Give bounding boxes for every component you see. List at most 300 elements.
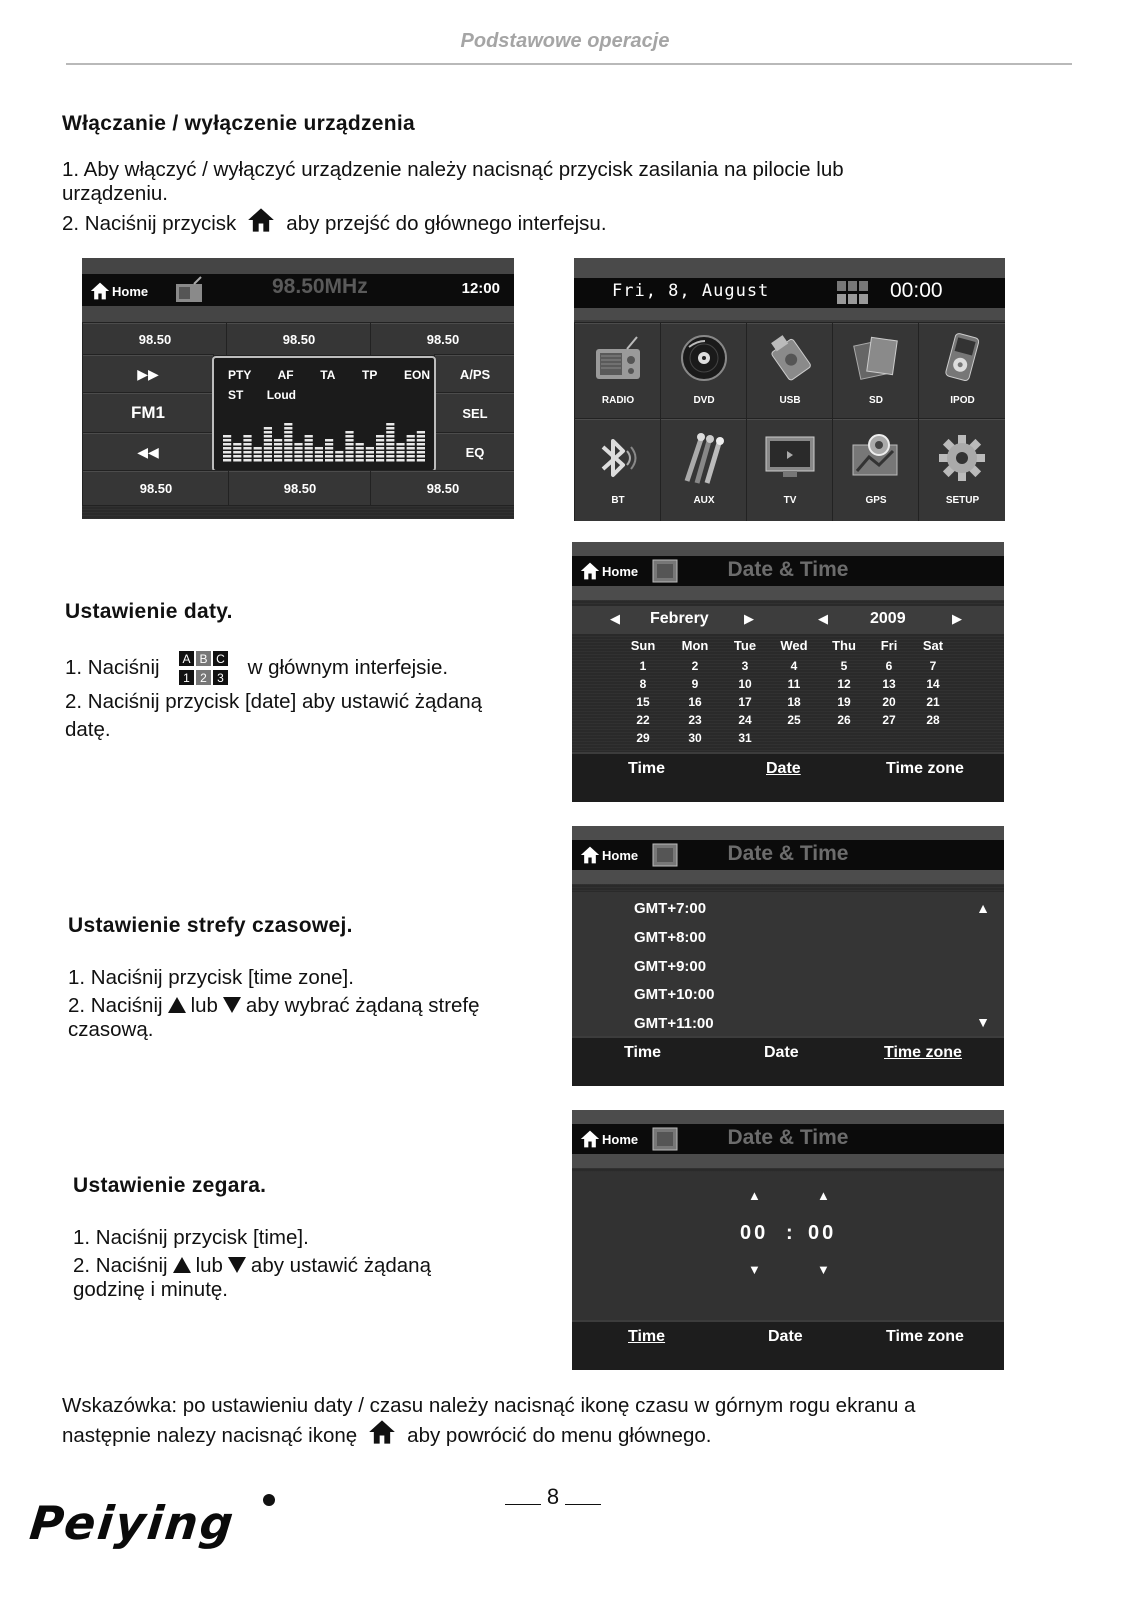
hour-up-arrow[interactable]: ▲: [748, 1188, 761, 1203]
seek-forward-button[interactable]: [82, 354, 214, 394]
main-menu-icon-grid: [574, 322, 1005, 521]
date-screen-top-bar: [572, 542, 1004, 600]
seek-back-button[interactable]: [82, 432, 214, 472]
menu-item-tv[interactable]: [746, 418, 834, 521]
eq-bar-segment: [407, 459, 415, 462]
year-prev-arrow[interactable]: ◀: [818, 611, 828, 626]
date-line1: [65, 650, 545, 688]
tab-date[interactable]: Date: [766, 760, 801, 777]
date-instructions: [65, 650, 545, 744]
calendar-day: [910, 731, 956, 747]
eq-bar-segment: [264, 443, 272, 446]
eq-bar-segment: [386, 423, 394, 426]
eq-bar-segment: [366, 447, 374, 450]
calendar-day[interactable]: 25: [787, 713, 801, 727]
calendar-day[interactable]: 8: [639, 677, 647, 691]
page-number: [500, 1484, 606, 1510]
year-next-arrow[interactable]: ▶: [952, 611, 962, 626]
svg-text:A: A: [182, 652, 191, 666]
scroll-down-arrow[interactable]: ▼: [976, 1014, 990, 1030]
zone-item[interactable]: GMT+8:00: [634, 929, 707, 946]
eq-bar-segment: [284, 427, 292, 430]
eq-bar-segment: [345, 447, 353, 450]
calendar-week: [618, 659, 984, 675]
radio-top-bar: [82, 258, 514, 322]
eq-bar-segment: [315, 459, 323, 462]
abc-123-icon[interactable]: [836, 280, 870, 306]
weekday-thu: Thu: [832, 638, 856, 653]
clock-screen-top-bar: [572, 1110, 1004, 1168]
eq-bar-segment: [233, 451, 241, 454]
aps-button[interactable]: A/PS: [434, 354, 514, 394]
eq-bar-segment: [264, 435, 272, 438]
eq-bar-segment: [386, 451, 394, 454]
eq-bar-segment: [335, 459, 343, 462]
calendar-day[interactable]: 30: [688, 731, 702, 745]
menu-label-usb: USB: [779, 395, 801, 406]
calendar-day[interactable]: 1: [639, 659, 647, 673]
eq-bar-segment: [243, 435, 251, 438]
eq-bar-segment: [335, 451, 343, 454]
calendar-day[interactable]: 9: [691, 677, 699, 691]
eq-bar-segment: [305, 455, 313, 458]
rds-flag-ta: TA: [320, 368, 336, 382]
clock-screen-title: Date & Time: [727, 1126, 849, 1149]
zone-item[interactable]: GMT+9:00: [634, 958, 707, 975]
month-label: Febrery: [650, 610, 709, 627]
date-line2: 2. Naciśnij przycisk [date] aby ustawić żądaną: [65, 690, 483, 713]
eq-bar-segment: [396, 443, 404, 446]
calendar-day[interactable]: 31: [738, 731, 752, 745]
rds-flag-pty: PTY: [228, 368, 252, 382]
menu-item-sd[interactable]: [832, 322, 920, 420]
calendar-day[interactable]: 24: [738, 713, 752, 727]
eq-bar-segment: [284, 451, 292, 454]
gear-icon: [937, 433, 987, 483]
eq-button[interactable]: EQ: [434, 432, 514, 472]
clock-screen-tabs: [572, 1320, 1004, 1370]
rds-flag-eon: EON: [404, 368, 431, 382]
eq-bar-segment: [356, 443, 364, 446]
home-icon: [367, 1418, 397, 1446]
month-year-selector: [572, 606, 1004, 634]
hour-value: 00: [740, 1222, 769, 1244]
eq-bar-segment: [407, 439, 415, 442]
menu-label-ipod: IPOD: [950, 395, 975, 406]
clock-line3: godzinę i minutę.: [73, 1278, 228, 1301]
menu-label-bt: BT: [611, 495, 625, 506]
zone-screen-top-bar: [572, 826, 1004, 884]
svg-text:B: B: [199, 652, 208, 666]
tab-time[interactable]: Time: [624, 1044, 662, 1061]
eq-bar-segment: [345, 431, 353, 434]
calendar-day[interactable]: 7: [929, 659, 937, 673]
tip-text: [62, 1394, 1072, 1448]
power-line1: 1. Aby włączyć / wyłączyć urządzenie należy nacisnąć przycisk zasilania na pilocie lub: [62, 158, 844, 181]
tab-time-zone[interactable]: Time zone: [886, 760, 964, 777]
eq-bar-segment: [243, 451, 251, 454]
eq-bar-segment: [407, 451, 415, 454]
scroll-up-arrow[interactable]: ▲: [976, 900, 990, 916]
eq-bar-segment: [264, 451, 272, 454]
svg-text:2: 2: [199, 671, 207, 685]
home-icon: [246, 206, 276, 234]
menu-item-radio[interactable]: [574, 322, 662, 420]
eq-bar-segment: [386, 427, 394, 430]
clock-line1: 1. Naciśnij przycisk [time].: [73, 1226, 309, 1249]
calendar-day[interactable]: 23: [688, 713, 702, 727]
eq-bar-segment: [243, 447, 251, 450]
calendar-day[interactable]: 15: [636, 695, 650, 709]
eq-bar-segment: [345, 435, 353, 438]
menu-item-dvd[interactable]: [660, 322, 748, 420]
tab-date[interactable]: Date: [768, 1328, 803, 1345]
eq-bar-segment: [325, 447, 333, 450]
zone-screen: [572, 826, 1004, 1086]
eq-bar-segment: [325, 439, 333, 442]
menu-label-sd: SD: [869, 395, 883, 406]
power-heading: Włączanie / wyłączenie urządzenia: [62, 112, 416, 135]
eq-bar-segment: [407, 455, 415, 458]
preset-bottom-1[interactable]: 98.50: [82, 470, 230, 506]
menu-label-aux: AUX: [693, 495, 715, 506]
minute-value: 00: [808, 1222, 837, 1244]
eq-bar-segment: [396, 455, 404, 458]
main-menu-screen: [574, 258, 1005, 521]
eq-bar-segment: [386, 443, 394, 446]
date-line1-a: 1. Naciśnij: [65, 656, 160, 679]
eq-bar-segment: [417, 451, 425, 454]
calendar-day[interactable]: 20: [882, 695, 896, 709]
clock-line2-a: 2. Naciśnij: [73, 1254, 168, 1277]
eq-bar-segment: [223, 459, 231, 462]
rds-flag-af: AF: [277, 368, 294, 382]
power-line2: [62, 206, 1072, 236]
zone-line1: 1. Naciśnij przycisk [time zone].: [68, 966, 354, 989]
rds-flag-tp: TP: [362, 368, 378, 382]
zone-screen-tabs: [572, 1036, 1004, 1086]
menu-label-dvd: DVD: [693, 395, 715, 406]
eq-bar-segment: [243, 439, 251, 442]
calendar-week: [618, 713, 984, 729]
calendar-day[interactable]: 5: [840, 659, 848, 673]
clock-screen-home-label: Home: [602, 1131, 639, 1147]
date-heading: Ustawienie daty.: [65, 600, 233, 623]
tip-line2-b: aby powrócić do menu głównego.: [407, 1424, 712, 1447]
eq-bar-segment: [254, 455, 262, 458]
calendar-day: [768, 731, 820, 747]
menu-item-aux[interactable]: [660, 418, 748, 521]
menu-item-bt[interactable]: [574, 418, 662, 521]
main-menu-clock: 00:00: [890, 279, 943, 302]
eq-bar-segment: [356, 451, 364, 454]
eq-bar-segment: [417, 435, 425, 438]
eq-bar-segment: [284, 435, 292, 438]
eq-bar-segment: [407, 443, 415, 446]
zone-item[interactable]: GMT+10:00: [634, 986, 715, 1003]
eq-bar-segment: [274, 439, 282, 442]
eq-bar-segment: [345, 455, 353, 458]
eq-bar-segment: [264, 439, 272, 442]
minute-down-arrow[interactable]: ▼: [817, 1262, 830, 1277]
zone-instructions: [68, 964, 548, 1044]
power-line2-a: 2. Naciśnij przycisk: [62, 212, 237, 235]
eq-bar-segment: [417, 431, 425, 434]
power-instructions: [62, 158, 1072, 236]
eq-bar-segment: [386, 435, 394, 438]
eq-bar-segment: [356, 459, 364, 462]
weekday-tue: Tue: [733, 638, 757, 653]
calendar-day[interactable]: 14: [926, 677, 940, 691]
date-screen-title: Date & Time: [727, 558, 849, 581]
eq-bar-segment: [396, 447, 404, 450]
eq-bar-segment: [305, 447, 313, 450]
zone-screen-home-label: Home: [602, 847, 639, 863]
usb-icon: [765, 333, 815, 383]
radio-home-label: Home: [112, 283, 149, 299]
eq-bar-segment: [345, 451, 353, 454]
month-prev-arrow[interactable]: ◀: [610, 611, 620, 626]
eq-bar-segment: [294, 455, 302, 458]
main-menu-top-bar: [574, 258, 1005, 320]
preset-top-1[interactable]: 98.50: [82, 322, 228, 356]
zone-heading: Ustawienie strefy czasowej.: [68, 914, 353, 937]
rds-panel: [212, 356, 436, 472]
zone-line3: czasową.: [68, 1018, 154, 1041]
eq-bar-segment: [325, 455, 333, 458]
eq-bar-segment: [274, 447, 282, 450]
eq-bar-segment: [376, 447, 384, 450]
tab-time-zone[interactable]: Time zone: [884, 1044, 962, 1061]
menu-label-gps: GPS: [865, 495, 887, 506]
sd-card-icon: [851, 333, 901, 383]
zone-list: [572, 892, 1004, 1036]
calendar-week: [618, 677, 984, 693]
calendar-week: [618, 695, 984, 711]
eq-bar-segment: [284, 443, 292, 446]
radio-icon: [593, 335, 643, 383]
zone-line2-b: lub: [190, 994, 218, 1017]
calendar-grid: [618, 638, 984, 750]
eq-bar-segment: [386, 431, 394, 434]
hour-down-arrow[interactable]: ▼: [748, 1262, 761, 1277]
eq-bar-segment: [284, 431, 292, 434]
eq-bar-segment: [243, 455, 251, 458]
month-next-arrow[interactable]: ▶: [744, 611, 754, 626]
eq-bar-segment: [233, 447, 241, 450]
eq-bar-segment: [305, 435, 313, 438]
calendar-day[interactable]: 6: [885, 659, 893, 673]
triangle-up-icon: [167, 996, 187, 1014]
calendar-day[interactable]: 19: [837, 695, 851, 709]
eq-bar-segment: [376, 439, 384, 442]
sel-button[interactable]: SEL: [434, 392, 514, 434]
eq-bar-segment: [294, 459, 302, 462]
eq-bar-segment: [325, 443, 333, 446]
calendar-day[interactable]: 16: [688, 695, 702, 709]
calendar-day[interactable]: 27: [882, 713, 896, 727]
eq-bar-segment: [294, 443, 302, 446]
tip-line2: [62, 1418, 1072, 1448]
rewind-icon: ◀◀: [137, 443, 159, 460]
calendar-day[interactable]: 2: [691, 659, 699, 673]
eq-bar-segment: [243, 443, 251, 446]
svg-text:3: 3: [216, 671, 224, 685]
tab-time-zone[interactable]: Time zone: [886, 1328, 964, 1345]
eq-bar-segment: [264, 427, 272, 430]
eq-bar-segment: [376, 451, 384, 454]
calendar-day[interactable]: 29: [636, 731, 650, 745]
svg-text:1: 1: [182, 671, 190, 685]
eq-bar-segment: [223, 439, 231, 442]
eq-bar-segment: [376, 435, 384, 438]
eq-bar-segment: [417, 439, 425, 442]
eq-bar-segment: [305, 459, 313, 462]
eq-bar-segment: [233, 455, 241, 458]
preset-top-3[interactable]: 98.50: [370, 322, 514, 356]
disc-icon: [679, 333, 729, 383]
radio-small-icon: [174, 276, 204, 304]
preset-top-2[interactable]: 98.50: [226, 322, 372, 356]
eq-bar-segment: [264, 447, 272, 450]
weekday-header: [618, 638, 984, 653]
eq-bar-segment: [417, 447, 425, 450]
eq-bar-segment: [294, 447, 302, 450]
triangle-down-icon: [227, 1256, 247, 1274]
calendar-day[interactable]: 13: [882, 677, 896, 691]
eq-bar-segment: [223, 451, 231, 454]
eq-bar-segment: [315, 455, 323, 458]
tip-line1: Wskazówka: po ustawieniu daty / czasu należy nacisnąć ikonę czasu w górnym rogu ekranu a: [62, 1394, 916, 1417]
eq-bar-segment: [315, 451, 323, 454]
calendar-day: [868, 731, 910, 747]
calendar-day[interactable]: 11: [787, 677, 801, 691]
eq-bar-segment: [294, 451, 302, 454]
calendar-day[interactable]: 17: [738, 695, 752, 709]
eq-bar-segment: [417, 455, 425, 458]
weekday-sun: Sun: [630, 638, 656, 653]
calendar-day[interactable]: 4: [790, 659, 798, 673]
menu-item-gps[interactable]: [832, 418, 920, 521]
eq-bar-segment: [264, 431, 272, 434]
eq-bar-segment: [386, 459, 394, 462]
time-separator: :: [786, 1222, 793, 1244]
calendar-day[interactable]: 26: [837, 713, 851, 727]
eq-bar-segment: [417, 459, 425, 462]
eq-bar-segment: [376, 443, 384, 446]
eq-bar-segment: [284, 423, 292, 426]
preset-bottom-2[interactable]: 98.50: [228, 470, 372, 506]
rds-flag-loud: Loud: [266, 388, 297, 402]
radio-screen: [82, 258, 514, 519]
abc-123-icon: [178, 650, 230, 688]
eq-bar-segment: [264, 459, 272, 462]
registered-mark-icon: [263, 1494, 275, 1506]
clock-line2-c: aby ustawić żądaną: [250, 1254, 431, 1277]
zone-item[interactable]: GMT+7:00: [634, 900, 707, 917]
eq-bar-segment: [407, 447, 415, 450]
eq-bar-segment: [284, 439, 292, 442]
calendar-day[interactable]: 21: [926, 695, 940, 709]
eq-bar-segment: [223, 447, 231, 450]
calendar-day[interactable]: 28: [926, 713, 940, 727]
header-divider: [66, 63, 1072, 65]
weekday-wed: Wed: [780, 638, 808, 653]
zone-line2-a: 2. Naciśnij: [68, 994, 163, 1017]
eq-bar-segment: [233, 459, 241, 462]
weekday-mon: Mon: [681, 638, 709, 653]
eq-bar-segment: [243, 459, 251, 462]
eq-bar-segment: [386, 447, 394, 450]
eq-bar-segment: [223, 455, 231, 458]
calendar-day[interactable]: 10: [738, 677, 752, 691]
tab-date[interactable]: Date: [764, 1044, 799, 1061]
clock-setter: [572, 1172, 1004, 1320]
bluetooth-icon: [593, 433, 643, 483]
eq-bar-segment: [284, 459, 292, 462]
svg-text:C: C: [215, 652, 225, 666]
year-label: 2009: [870, 610, 906, 627]
rds-flags-row2: [228, 388, 296, 402]
triangle-up-icon: [172, 1256, 192, 1274]
ipod-icon: [939, 331, 985, 385]
eq-bar-segment: [274, 443, 282, 446]
menu-label-radio: RADIO: [601, 395, 635, 406]
calendar-day[interactable]: 22: [636, 713, 650, 727]
date-screen-home-label: Home: [602, 563, 639, 579]
brand-logo: Peiying: [27, 1496, 238, 1550]
gps-icon: [849, 431, 903, 481]
zone-item[interactable]: GMT+11:00: [634, 1015, 714, 1032]
calendar-day[interactable]: 12: [837, 677, 851, 691]
menu-item-setup[interactable]: [918, 418, 1005, 521]
eq-bar-segment: [345, 443, 353, 446]
eq-bar-segment: [376, 455, 384, 458]
calendar-day[interactable]: 3: [741, 659, 749, 673]
eq-bar-segment: [274, 459, 282, 462]
radio-home-button[interactable]: [90, 279, 152, 303]
eq-bar-segment: [345, 459, 353, 462]
calendar-week: [618, 731, 984, 747]
tab-time[interactable]: Time: [628, 1328, 666, 1345]
home-icon: [90, 281, 110, 301]
menu-item-usb[interactable]: [746, 322, 834, 420]
eq-bar-segment: [335, 455, 343, 458]
preset-bottom-3[interactable]: 98.50: [370, 470, 514, 506]
eq-bar-segment: [284, 455, 292, 458]
calendar-day: [820, 731, 868, 747]
eq-bar-segment: [366, 459, 374, 462]
eq-bar-segment: [254, 451, 262, 454]
eq-bar-segment: [366, 455, 374, 458]
tab-time[interactable]: Time: [628, 760, 666, 777]
eq-bar-segment: [274, 451, 282, 454]
menu-label-setup: SETUP: [945, 495, 980, 506]
eq-bar-segment: [264, 455, 272, 458]
calendar-day[interactable]: 18: [787, 695, 801, 709]
fast-forward-icon: ▶▶: [137, 365, 159, 382]
menu-item-ipod[interactable]: [918, 322, 1005, 420]
eq-bar-segment: [223, 435, 231, 438]
eq-bar-segment: [325, 459, 333, 462]
band-button[interactable]: FM1: [82, 392, 214, 434]
eq-bar-segment: [305, 439, 313, 442]
weekday-fri: Fri: [880, 638, 898, 653]
eq-bar-segment: [305, 443, 313, 446]
clock-screen: [572, 1110, 1004, 1370]
minute-up-arrow[interactable]: ▲: [817, 1188, 830, 1203]
eq-bar-segment: [417, 443, 425, 446]
